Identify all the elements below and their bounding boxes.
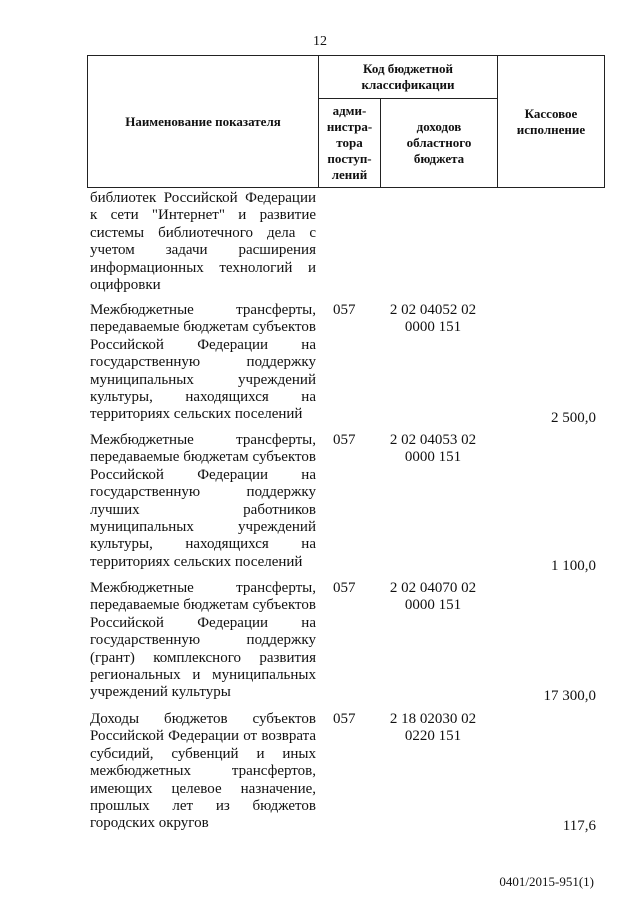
table-row-name: Межбюджетные трансферты, передаваемые бюджетам субъектов Российской Федерации на государственную поддержку (грант) комплексного развития региональных и муниципальных учреждений культуры	[90, 580, 316, 701]
document-code: 0401/2015-951(1)	[499, 874, 594, 889]
table-row-code: 2 02 04052 02 0000 151	[389, 302, 477, 336]
table-row-amount: 17 300,0	[543, 688, 596, 704]
table-row-amount: 1 100,0	[551, 558, 596, 574]
table-row-name: Доходы бюджетов субъектов Российской Федерации от возврата субсидий, субвенций и иных межбюджетных трансфертов, имеющих целевое назначение, прошлых лет из бюджетов городских округов	[90, 711, 316, 832]
table-row-code: 2 02 04070 02 0000 151	[389, 580, 477, 614]
table-row-amount: 117,6	[562, 818, 596, 834]
header-regional-income: доходов областного бюджета	[380, 98, 498, 188]
table-row-admin: 057	[333, 432, 356, 448]
table-row-name: Межбюджетные трансферты, передаваемые бюджетам субъектов Российской Федерации на государственную поддержку муниципальных учреждений культуры, находящихся на территориях сельских поселений	[90, 302, 316, 423]
header-administrator: адми-нистра-тора поступ-лений	[318, 98, 381, 188]
header-indicator-name: Наименование показателя	[87, 55, 319, 188]
table-header	[87, 55, 605, 188]
table-row-name: Межбюджетные трансферты, передаваемые бюджетам субъектов Российской Федерации на государственную поддержку лучших работников муниципальных учреждений культуры, находящихся на территориях сельских поселений	[90, 432, 316, 570]
header-budget-classification-code: Код бюджетной классификации	[318, 55, 498, 99]
table-row-code: 2 02 04053 02 0000 151	[389, 432, 477, 466]
header-cash-execution: Кассовое исполнение	[497, 55, 605, 188]
page-number: 12	[313, 34, 327, 49]
table-row-code: 2 18 02030 02 0220 151	[389, 711, 477, 745]
table-row-admin: 057	[333, 711, 356, 727]
table-row-amount: 2 500,0	[551, 410, 596, 426]
table-row-admin: 057	[333, 580, 356, 596]
table-row-name: библиотек Российской Федерации к сети "Интернет" и развитие системы библиотечного дела с учетом задачи расширения информационных технологий и оцифровки	[90, 190, 316, 294]
table-row-admin: 057	[333, 302, 356, 318]
